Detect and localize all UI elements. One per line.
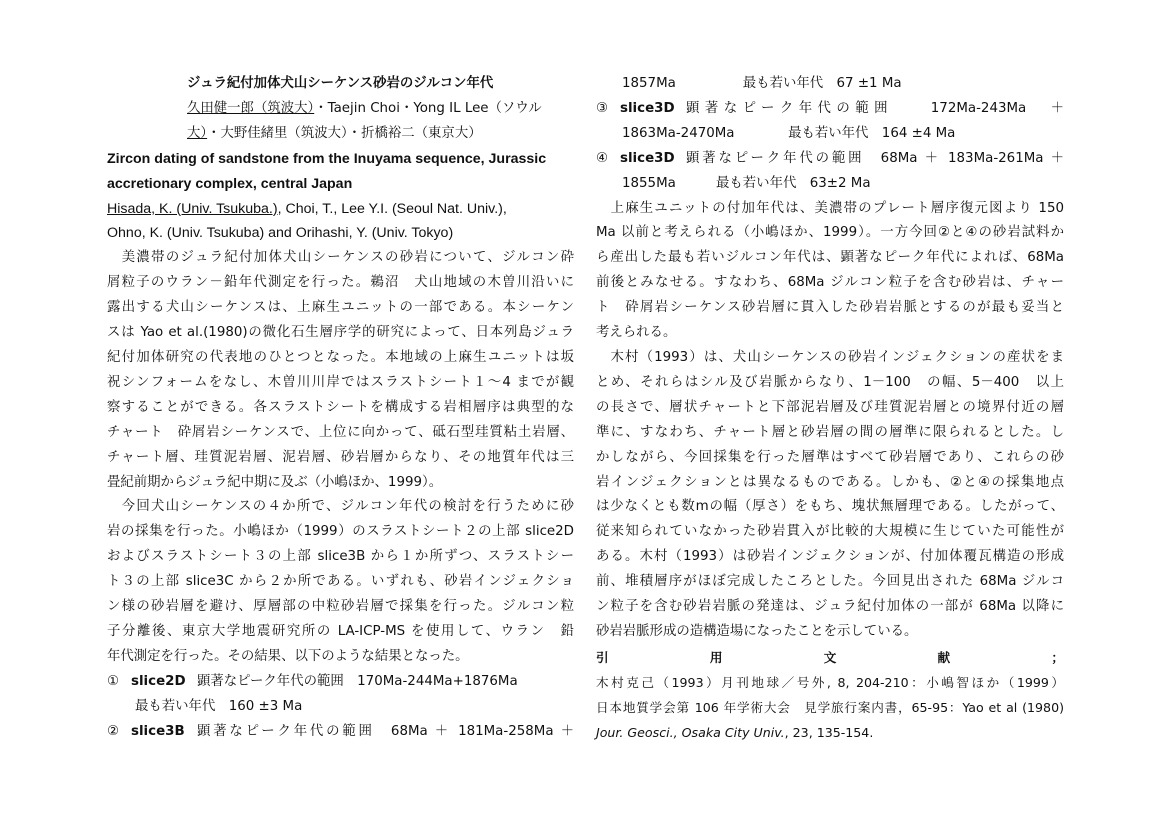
text-line: 従来知られていなかった砂岩貫入が比較的大規模に生じていた可能性が	[596, 524, 1064, 540]
result-1-youngest: 最も若い年代 160 ±3 Ma	[135, 698, 303, 714]
text-line: の長さで、層状チャートと下部泥岩層及び珪質泥岩層との境界付近の層	[596, 399, 1064, 415]
paper-title-jp: ジュラ紀付加体犬山シーケンス砂岩のジルコン年代	[187, 76, 494, 91]
reference-text: 木村克己（1993）月刊地球／号外, 8, 204-210：小嶋智ほか（1999）	[596, 674, 1064, 690]
text-line: 今回犬山シーケンスの４か所で、ジルコン年代の検討を行うために砂	[107, 499, 574, 515]
text-line: チャート層、珪質泥岩層、泥岩層、砂岩層からなり、その地質年代は三	[107, 449, 574, 465]
text-line: ン粒子を含む砂岩岩脈の発達は、ジュラ紀付加体の一部が 68Ma 以降に	[596, 599, 1064, 615]
result-1	[107, 670, 574, 695]
co-authors-en-1: , Choi, T., Lee Y.I. (Seoul Nat. Univ.),	[277, 200, 507, 217]
text-line: 祝シンフォームをなし、木曽川川岸ではスラストシート１〜4 までが観	[107, 374, 574, 390]
authors-jp-line-2	[107, 122, 574, 147]
reference-line	[596, 720, 1064, 745]
text-line: およびスラストシート３の上部 slice3B から１か所ずつ、スラストシー	[107, 549, 574, 565]
result-number: ①	[107, 673, 120, 689]
result-slice: slice2D	[131, 673, 186, 689]
paragraph-intro	[107, 246, 574, 495]
authors-en-line-2: Ohno, K. (Univ. Tsukuba) and Orihashi, Y. (Univ. Tokyo)	[107, 225, 454, 242]
text-line: ト３の上部 slice3C から２か所である。いずれも、砂岩インジェクショ	[107, 574, 574, 590]
paragraph-accretion-age	[596, 197, 1064, 346]
result-slice: slice3B	[131, 723, 185, 739]
result-number: ④	[596, 150, 609, 166]
reference-line	[596, 645, 1064, 695]
result-4-continuation: 1855Ma 最も若い年代 63±2 Ma	[622, 175, 871, 191]
right-column	[596, 72, 1064, 745]
result-number: ③	[596, 100, 609, 116]
references	[596, 645, 1064, 745]
authors-en-line-1	[107, 197, 574, 222]
text-line: 岩インジェクションとは異なるものである。しかも、②と④の採集地点	[596, 474, 1064, 490]
text-line: 前、堆積層序がほぼ完成したころとした。今回見出された 68Ma ジルコ	[596, 574, 1064, 590]
authors-jp-line-1	[107, 97, 574, 122]
text-line: かしながら、今回採集を行った層準はすべて砂岩層であり、これらの砂	[596, 449, 1064, 465]
result-slice: slice3D	[620, 100, 675, 116]
text-line: ト 砕屑岩シーケンス砂岩層に貫入した砂岩岩脈とするのが最も妥当と	[596, 300, 1064, 316]
result-3-continuation: 1863Ma-2470Ma 最も若い年代 164 ±4 Ma	[622, 125, 956, 141]
result-range: 顕著なピーク年代の範囲 68Ma ＋ 181Ma-258Ma ＋	[197, 723, 574, 739]
left-column	[107, 72, 574, 744]
result-3	[596, 97, 1064, 122]
text-line: 前後とみなせる。すなわち、68Ma ジルコン粒子を含む砂岩は、チャー	[596, 275, 1064, 291]
text-line: チャート 砕屑岩シーケンスで、上位に向かって、砥石型珪質粘土岩層、	[107, 424, 574, 440]
result-number: ②	[107, 723, 120, 739]
text-line: 上麻生ユニットの付加年代は、美濃帯のプレート層序復元図より 150	[596, 200, 1064, 216]
co-authors-jp-2: ・大野佳緒里（筑波大）・折橋裕二（東京大）	[207, 125, 482, 141]
text-line: 察することができる。各スラストシートを構成する岩相層序は典型的な	[107, 399, 574, 415]
reference-text: , 23, 135-154.	[784, 724, 874, 740]
text-line: ン様の砂岩層を避け、厚層部の中粒砂岩層で採集を行った。ジルコン粒	[107, 599, 574, 615]
paragraph-injection	[596, 346, 1064, 645]
text-line: 露出する犬山シーケンスは、上麻生ユニットの一部である。本シーケン	[107, 300, 574, 316]
text-line: とめ、それらはシル及び岩脈からなり、1－100 の幅、5－400 以上	[596, 374, 1064, 390]
result-range: 顕著なピーク年代の範囲 172Ma-243Ma ＋	[686, 100, 1064, 116]
first-author-affil-jp: 大）	[187, 125, 208, 141]
text-line: 準に、すなわち、チャート層と砂岩層の間の層準に限られるとした。し	[596, 424, 1064, 440]
paper-title-en-line-1: Zircon dating of sandstone from the Inuyama sequence, Jurassic	[107, 150, 547, 167]
text-line: 畳紀前期からジュラ紀中期に及ぶ（小嶋ほか、1999）。	[107, 474, 443, 490]
text-line: ある。木村（1993）は砂岩インジェクションが、付加体覆瓦構造の形成	[596, 549, 1064, 565]
paper-title-en-line-2: accretionary complex, central Japan	[107, 175, 353, 192]
text-line: 美濃帯のジュラ紀付加体犬山シーケンスの砂岩について、ジルコン砕	[107, 250, 574, 266]
result-2-continuation: 1857Ma 最も若い年代 67 ±1 Ma	[622, 76, 902, 91]
text-line: は少なくとも数mの幅（厚さ）をもち、塊状無層理である。したがって、	[596, 499, 1064, 515]
text-line: 砂岩岩脈形成の造構造場になったことを示している。	[596, 623, 918, 639]
text-line: 紀付加体研究の代表地のひとつとなった。本地域の上麻生ユニットは坂	[107, 349, 574, 365]
text-line: 考えられる。	[596, 325, 677, 341]
result-range: 顕著なピーク年代の範囲 68Ma ＋ 183Ma-261Ma ＋	[686, 150, 1064, 166]
text-line: 年代測定を行った。その結果、以下のような結果となった。	[107, 648, 469, 664]
text-line: 子分離後、東京大学地震研究所の LA-ICP-MS を使用して、ウラン 鉛	[107, 623, 574, 639]
journal-name: Jour. Geosci., Osaka City Univ.	[596, 724, 785, 740]
text-line: 木村（1993）は、犬山シーケンスの砂岩インジェクションの産状をま	[596, 349, 1064, 365]
text-line: 屑粒子のウラン－鉛年代測定を行った。鵜沼 犬山地域の木曽川沿いに	[107, 275, 574, 291]
result-slice: slice3D	[620, 150, 675, 166]
reference-line: 日本地質学会第 106 年学術大会 見学旅行案内書，65-95：Yao et al (1980)	[596, 699, 1064, 715]
text-line: ら産出した最も若いジルコン年代は、顕著なピーク年代によれば、68Ma	[596, 250, 1064, 266]
text-line: スは Yao et al.(1980)の微化石生層序学的研究によって、日本列島ジュラ	[107, 325, 574, 341]
result-4	[596, 147, 1064, 172]
text-line: Ma 以前と考えられる（小嶋ほか、1999）。一方今回②と④の砂岩試料か	[596, 225, 1064, 241]
paragraph-sampling	[107, 495, 574, 669]
first-author-jp: 久田健一郎（筑波大）	[187, 100, 315, 116]
result-2	[107, 720, 574, 745]
references-label: 引用文献；	[596, 649, 1064, 665]
text-line: 岩の採集を行った。小嶋ほか（1999）のスラストシート２の上部 slice2D	[107, 524, 574, 540]
result-range: 顕著なピーク年代の範囲 170Ma-244Ma+1876Ma	[197, 673, 518, 689]
co-authors-jp-1: ・Taejin Choi・Yong IL Lee（ソウル	[314, 100, 542, 116]
first-author-en: Hisada, K. (Univ. Tsukuba.)	[107, 200, 278, 217]
